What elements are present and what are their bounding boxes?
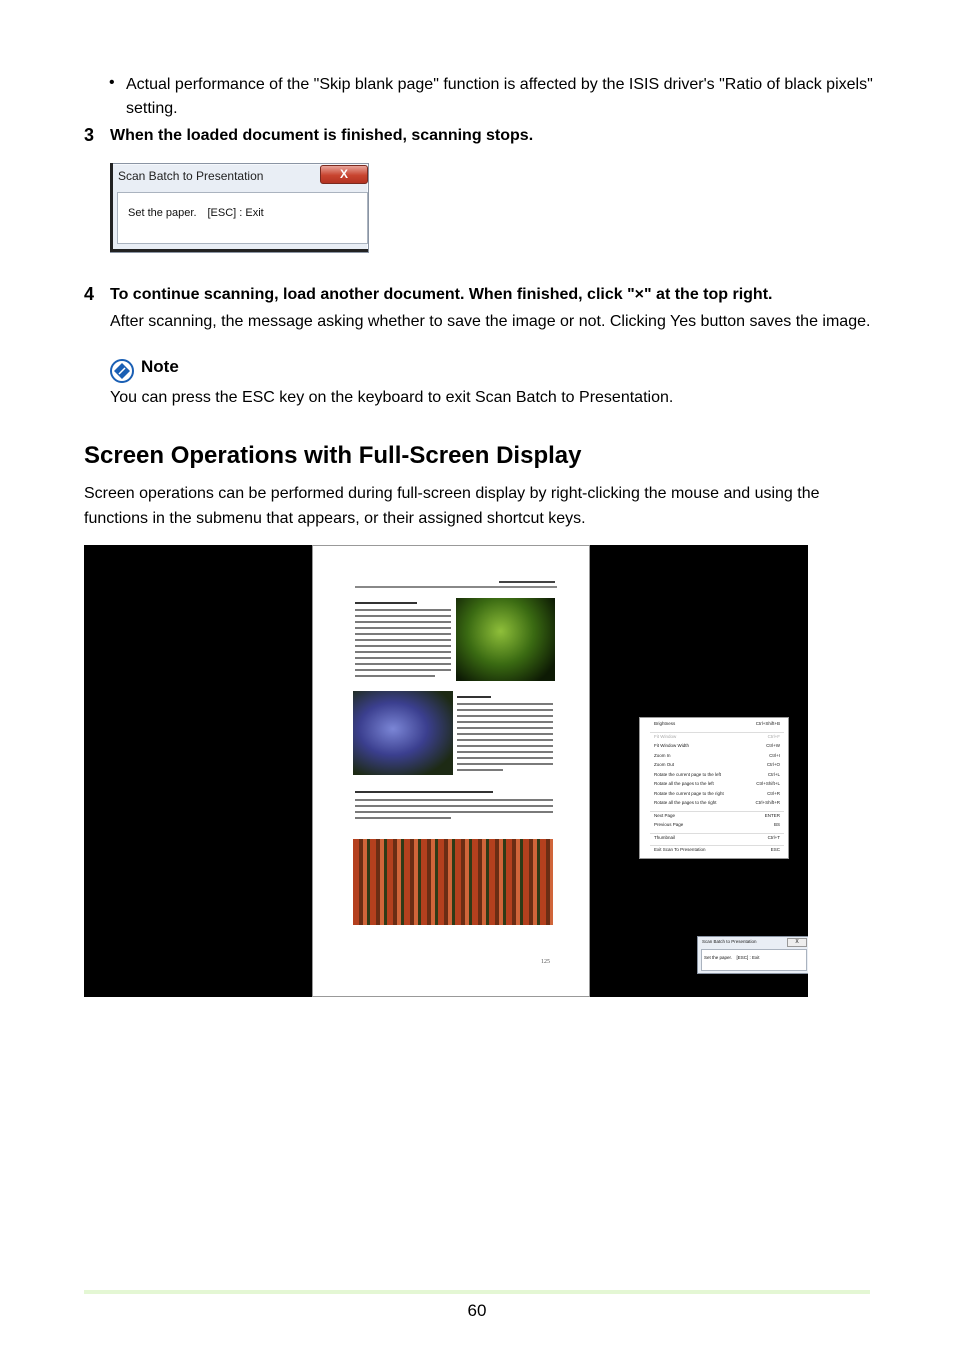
dialog-edge — [110, 249, 368, 252]
dialog-edge — [110, 163, 113, 252]
menu-item-shortcut: Ctrl+I — [769, 752, 780, 758]
menu-separator — [650, 732, 784, 733]
menu-item-label: Fit Window Width — [654, 743, 690, 748]
menu-item[interactable] — [654, 762, 780, 767]
note-icon — [110, 359, 134, 383]
menu-item[interactable] — [654, 847, 780, 852]
menu-item[interactable] — [654, 743, 780, 748]
text-block — [457, 696, 553, 771]
menu-separator — [650, 811, 784, 812]
menu-item-shortcut: ESC — [770, 847, 780, 852]
menu-item-label: Rotate all the pages to the right — [654, 800, 717, 805]
dialog-message: Set the paper. [ESC] : Exit — [128, 207, 264, 219]
page-number: 60 — [467, 1301, 487, 1320]
menu-item-label: Zoom In — [654, 752, 671, 758]
menu-item-shortcut: Ctrl+R — [767, 790, 780, 796]
menu-item-label: Zoom Out — [654, 762, 675, 767]
dialog-message: Set the paper. [ESC] : Exit — [704, 955, 760, 960]
menu-item-shortcut: ENTER — [764, 812, 780, 818]
menu-item-label: Brightness — [654, 721, 676, 726]
note-label: Note — [141, 357, 179, 376]
bullet-marker: • — [109, 74, 115, 91]
menu-item[interactable] — [654, 753, 780, 758]
close-icon[interactable]: X — [787, 938, 807, 947]
menu-item-shortcut: Ctrl+L — [767, 771, 780, 777]
menu-item-shortcut: Ctrl+Shift+R — [755, 800, 780, 805]
text-block — [355, 791, 553, 819]
page-rule — [355, 586, 557, 588]
menu-item[interactable] — [654, 721, 780, 726]
dialog-title: Scan Batch to Presentation — [118, 169, 264, 183]
section-heading: Screen Operations with Full-Screen Display — [84, 442, 582, 469]
menu-item-label: Rotate the current page to the right — [654, 790, 724, 796]
menu-item-shortcut: Ctrl+Shift+L — [756, 781, 780, 786]
context-menu — [639, 717, 789, 859]
menu-item-label: Rotate all the pages to the left — [654, 781, 714, 786]
section-body: Screen operations can be performed during full-screen display by right-clicking the mouse and using the functions in the submenu that appears, or their assigned shortcut keys. — [84, 485, 820, 527]
menu-separator — [650, 833, 784, 834]
menu-item-label: Rotate the current page to the left — [654, 771, 722, 777]
flower-photo — [353, 691, 453, 775]
menu-item[interactable] — [654, 791, 780, 796]
menu-item-shortcut: Ctrl+W — [766, 743, 780, 748]
menu-separator — [650, 845, 784, 846]
menu-item[interactable] — [654, 772, 780, 777]
page-number: 125 — [541, 959, 550, 965]
page-header-text — [499, 581, 555, 583]
menu-item-label: Thumbnail — [654, 834, 676, 840]
menu-item — [654, 734, 780, 739]
text-block — [355, 602, 451, 677]
note-text: You can press the ESC key on the keyboard to exit Scan Batch to Presentation. — [110, 389, 674, 406]
step-body: After scanning, the message asking whether to save the image or not. Clicking Yes button saves the image. — [110, 313, 871, 330]
menu-item-label: Exit Scan To Presentation — [654, 847, 706, 852]
menu-item[interactable] — [654, 822, 780, 827]
fullscreen-screenshot — [84, 545, 808, 997]
menu-item[interactable] — [654, 813, 780, 818]
field-photo — [353, 839, 553, 925]
leaf-photo — [456, 598, 555, 681]
dialog-title: Scan Batch to Presentation — [702, 939, 757, 944]
footer-rule — [84, 1290, 870, 1294]
menu-item-shortcut: Ctrl+T — [767, 834, 780, 840]
step-title: To continue scanning, load another document. When finished, click "×" at the top right. — [110, 286, 773, 303]
close-icon[interactable]: X — [320, 165, 368, 184]
menu-item-shortcut: Ctrl+F — [767, 733, 780, 739]
menu-item-label: Previous Page — [654, 822, 684, 827]
bullet-text: Actual performance of the "Skip blank page" function is affected by the ISIS driver's "Ratio of black pixels" setting. — [126, 76, 873, 117]
menu-item-shortcut: Ctrl+O — [766, 762, 780, 767]
document-page — [312, 545, 590, 997]
menu-item-shortcut: BS — [773, 822, 780, 827]
menu-item-label: Fit Window — [654, 733, 677, 739]
menu-item[interactable] — [654, 781, 780, 786]
menu-item[interactable] — [654, 835, 780, 840]
step-number: 4 — [84, 284, 95, 304]
menu-item-shortcut: Ctrl+Shift+B — [755, 721, 780, 726]
step-number: 3 — [84, 125, 95, 145]
menu-item[interactable] — [654, 800, 780, 805]
mini-scan-dialog — [697, 936, 808, 974]
step-title: When the loaded document is finished, scanning stops. — [110, 127, 534, 144]
menu-item-label: Next Page — [654, 812, 676, 818]
